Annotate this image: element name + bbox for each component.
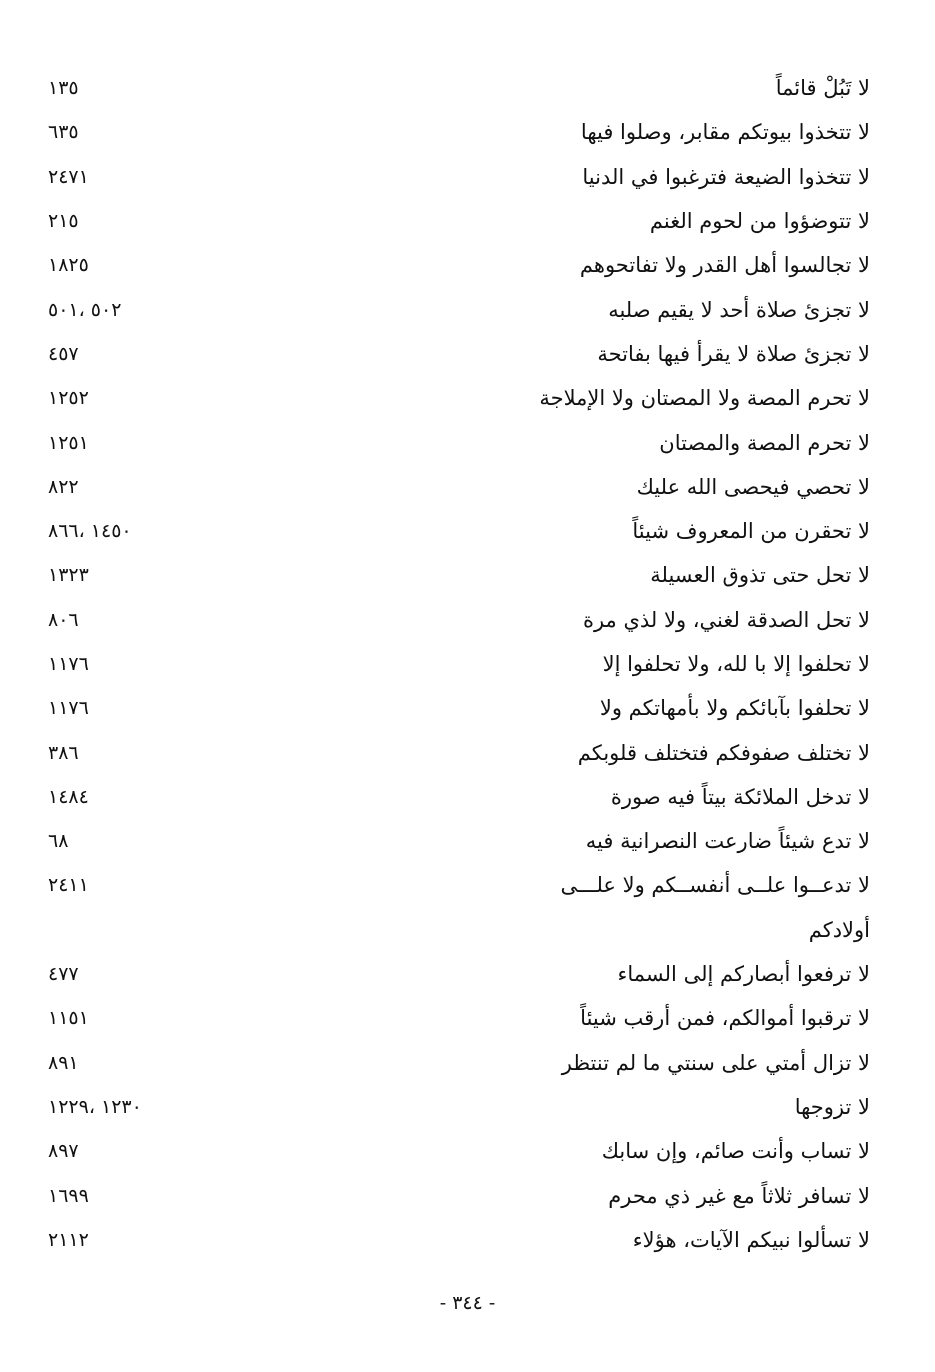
entry-text: لا تجالسوا أهل القدر ولا تفاتحوهم — [579, 253, 870, 278]
entry-text: لا تحقرن من المعروف شيئاً — [632, 519, 870, 544]
entry-reference-number: ٢١١٢ — [48, 1228, 89, 1251]
entry-reference-number: ٥٠٢ ،٥٠١ — [48, 298, 122, 321]
entry-reference-number: ١١٧٦ — [48, 697, 89, 720]
index-entry — [40, 775, 870, 819]
entry-reference-number: ٤٥٧ — [48, 342, 79, 365]
entry-text: لا ترقبوا أموالكم، فمن أرقب شيئاً — [580, 1006, 870, 1031]
entry-text: لا تختلف صفوفكم فتختلف قلوبكم — [577, 740, 870, 765]
entry-text: لا تزوجها — [794, 1094, 870, 1119]
index-entry — [40, 376, 870, 420]
entry-text: لا تحل حتى تذوق العسيلة — [650, 563, 870, 588]
entry-text: لا تحرم المصة ولا المصتان ولا الإملاجة — [539, 386, 870, 411]
entry-reference-number: ١٣٢٣ — [48, 564, 89, 587]
hadith-index-list — [40, 66, 870, 1262]
entry-reference-number: ١٤٨٤ — [48, 785, 89, 808]
index-entry — [40, 952, 870, 996]
index-entry — [40, 110, 870, 154]
entry-reference-number: ١٤٥٠ ،٨٦٦ — [48, 520, 132, 543]
entry-text: لا تسألوا نبيكم الآيات، هؤلاء — [632, 1227, 870, 1252]
entry-reference-number: ١٣٥ — [48, 77, 79, 100]
entry-reference-number: ٢١٥ — [48, 210, 79, 233]
entry-text: لا تزال أمتي على سنتي ما لم تنتظر — [561, 1050, 870, 1075]
entry-text: لا تحصي فيحصى الله عليك — [636, 474, 870, 499]
entry-text: أولادكم — [808, 917, 870, 942]
entry-text: لا تتخذوا الضيعة فترغبوا في الدنيا — [582, 164, 870, 189]
entry-text: لا تحلفوا بآبائكم ولا بأمهاتكم ولا — [599, 696, 870, 721]
entry-reference-number: ٨٢٢ — [48, 475, 79, 498]
index-entry — [40, 553, 870, 597]
entry-reference-number: ٨٩١ — [48, 1051, 79, 1074]
entry-text: لا تحرم المصة والمصتان — [659, 430, 870, 455]
entry-text: لا تتوضؤوا من لحوم الغنم — [649, 209, 870, 234]
index-entry — [40, 509, 870, 553]
index-entry — [40, 598, 870, 642]
entry-reference-number: ١٢٥١ — [48, 431, 89, 454]
index-entry — [40, 996, 870, 1040]
entry-reference-number: ٢٤٧١ — [48, 165, 89, 188]
entry-reference-number: ٢٤١١ — [48, 874, 89, 897]
entry-reference-number: ١١٧٦ — [48, 653, 89, 675]
index-entry — [40, 199, 870, 243]
index-entry — [40, 1173, 870, 1217]
entry-text: لا تدعــوا علــى أنفســكم ولا علـــى — [560, 873, 870, 898]
index-entry — [40, 730, 870, 774]
index-entry — [40, 642, 870, 686]
index-entry — [40, 908, 870, 952]
index-entry — [40, 420, 870, 464]
index-entry — [40, 1218, 870, 1262]
entry-text: لا تجزئ صلاة أحد لا يقيم صلبه — [608, 297, 870, 322]
entry-text: لا تحل الصدقة لغني، ولا لذي مرة — [582, 607, 870, 632]
index-entry — [40, 1085, 870, 1129]
entry-reference-number: ١٦٩٩ — [48, 1184, 89, 1207]
entry-reference-number: ٨٠٦ — [48, 608, 79, 631]
index-entry — [40, 287, 870, 331]
entry-text: لا تسافر ثلاثاً مع غير ذي محرم — [608, 1183, 870, 1208]
page-number: - ٣٤٤ - — [439, 1292, 496, 1314]
entry-reference-number: ٦٣٥ — [48, 121, 79, 144]
entry-text: لا تَبُلْ قائماً — [775, 76, 870, 101]
index-entry — [40, 66, 870, 110]
index-entry — [40, 332, 870, 376]
index-entry — [40, 1129, 870, 1173]
entry-text: لا تحلفوا إلا با لله، ولا تحلفوا إلا — [602, 652, 870, 676]
index-entry — [40, 686, 870, 730]
entry-text: لا تدع شيئاً ضارعت النصرانية فيه — [585, 829, 870, 854]
index-entry — [40, 819, 870, 863]
entry-reference-number: ٣٨٦ — [48, 741, 79, 764]
index-entry — [40, 243, 870, 287]
entry-reference-number: ١٢٥٢ — [48, 387, 89, 410]
entry-text: لا تجزئ صلاة لا يقرأ فيها بفاتحة — [597, 341, 870, 366]
entry-reference-number: ٤٧٧ — [48, 963, 79, 986]
entry-reference-number: ٨٩٧ — [48, 1140, 79, 1163]
entry-reference-number: ١٢٣٠ ،١٢٢٩ — [48, 1095, 142, 1118]
entry-text: لا تدخل الملائكة بيتاً فيه صورة — [610, 784, 870, 809]
index-entry — [40, 465, 870, 509]
index-entry — [40, 1041, 870, 1085]
entry-text: لا تتخذوا بيوتكم مقابر، وصلوا فيها — [580, 120, 870, 145]
index-entry — [40, 863, 870, 907]
index-entry — [40, 155, 870, 199]
entry-text: لا تساب وأنت صائم، وإن سابك — [601, 1139, 870, 1164]
entry-reference-number: ١١٥١ — [48, 1007, 89, 1030]
entry-text: لا ترفعوا أبصاركم إلى السماء — [617, 962, 870, 987]
entry-reference-number: ٦٨ — [48, 830, 69, 853]
entry-reference-number: ١٨٢٥ — [48, 254, 89, 277]
